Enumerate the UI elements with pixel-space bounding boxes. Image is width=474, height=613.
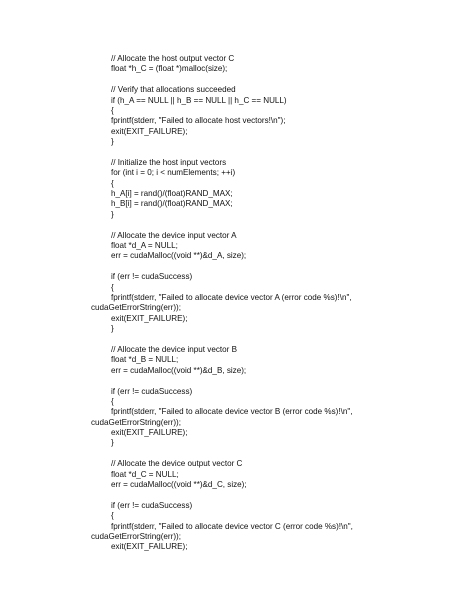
- code-line: h_B[i] = rand()/(float)RAND_MAX;: [111, 199, 233, 209]
- code-line: float *d_B = NULL;: [111, 355, 179, 365]
- code-listing: [0, 54, 474, 553]
- code-line: float *d_C = NULL;: [111, 469, 179, 479]
- code-line: if (err != cudaSuccess): [111, 500, 193, 510]
- code-line: // Allocate the device input vector A: [111, 230, 237, 240]
- blank-line: [0, 490, 474, 500]
- code-line: {: [111, 282, 114, 292]
- code-line: fprintf(stderr, "Failed to allocate host vectors!\n");: [111, 116, 286, 126]
- blank-line: [0, 75, 474, 85]
- code-line: if (err != cudaSuccess): [111, 272, 193, 282]
- blank-line: [0, 449, 474, 459]
- code-line: {: [111, 105, 114, 115]
- code-line: for (int i = 0; i < numElements; ++i): [111, 168, 236, 178]
- blank-line: [0, 335, 474, 345]
- code-line: fprintf(stderr, "Failed to allocate device vector B (error code %s)!\n",: [111, 407, 353, 417]
- code-line: err = cudaMalloc((void **)&d_C, size);: [111, 480, 247, 490]
- code-line: if (h_A == NULL || h_B == NULL || h_C == NULL): [111, 95, 287, 105]
- code-line: // Allocate the device input vector B: [111, 344, 237, 354]
- code-line: }: [111, 209, 114, 219]
- blank-line: [0, 376, 474, 386]
- code-line: exit(EXIT_FAILURE);: [111, 542, 188, 552]
- code-line: exit(EXIT_FAILURE);: [111, 313, 188, 323]
- blank-line: [0, 262, 474, 272]
- code-line: // Verify that allocations succeeded: [111, 85, 236, 95]
- code-line: }: [111, 137, 114, 147]
- code-line: float *h_C = (float *)malloc(size);: [111, 64, 228, 74]
- code-line: exit(EXIT_FAILURE);: [111, 126, 188, 136]
- code-line: // Allocate the device output vector C: [111, 459, 243, 469]
- code-line: cudaGetErrorString(err));: [91, 531, 181, 541]
- code-line: }: [111, 324, 114, 334]
- code-line: if (err != cudaSuccess): [111, 386, 193, 396]
- code-line: {: [111, 396, 114, 406]
- code-line: // Allocate the host output vector C: [111, 54, 235, 63]
- code-line: }: [111, 438, 114, 448]
- code-line: exit(EXIT_FAILURE);: [111, 428, 188, 438]
- code-line: {: [111, 178, 114, 188]
- code-line: h_A[i] = rand()/(float)RAND_MAX;: [111, 189, 233, 199]
- code-line: float *d_A = NULL;: [111, 241, 178, 251]
- code-line: err = cudaMalloc((void **)&d_B, size);: [111, 365, 247, 375]
- code-line: err = cudaMalloc((void **)&d_A, size);: [111, 251, 247, 261]
- code-line: {: [111, 511, 114, 521]
- code-line: fprintf(stderr, "Failed to allocate device vector A (error code %s)!\n",: [111, 292, 352, 302]
- code-line: // Initialize the host input vectors: [111, 157, 227, 167]
- code-line: cudaGetErrorString(err));: [91, 303, 181, 313]
- code-line: cudaGetErrorString(err));: [91, 417, 181, 427]
- blank-line: [0, 220, 474, 230]
- blank-line: [0, 148, 474, 158]
- code-line: fprintf(stderr, "Failed to allocate device vector C (error code %s)!\n",: [111, 521, 353, 531]
